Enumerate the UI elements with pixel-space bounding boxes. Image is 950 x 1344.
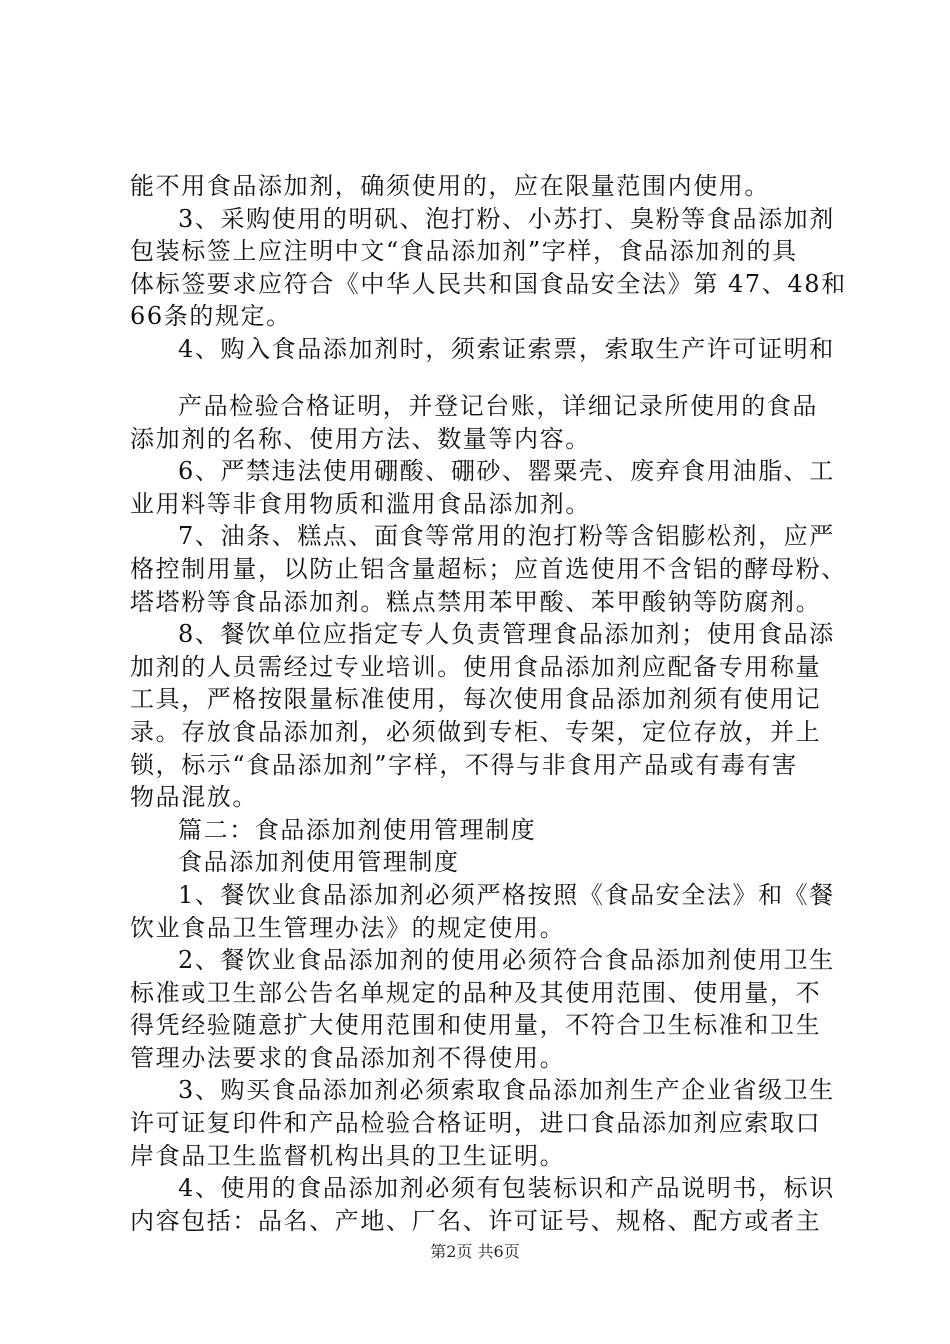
text-line: 1、餐饮业食品添加剂必须严格按照《食品安全法》和《餐	[178, 880, 835, 909]
text-line: 锁，标示“食品添加剂”字样，不得与非食用产品或有毒有害	[130, 750, 798, 779]
text-line: 管理办法要求的食品添加剂不得使用。	[130, 1043, 566, 1072]
text-line: 得凭经验随意扩大使用范围和使用量，不符合卫生标准和卫生	[130, 1011, 822, 1040]
text-line: 包装标签上应注明中文“食品添加剂”字样，食品添加剂的具	[130, 237, 798, 266]
text-line: 3、采购使用的明矾、泡打粉、小苏打、臭粉等食品添加剂	[178, 204, 835, 233]
text-line: 3、购买食品添加剂必须索取食品添加剂生产企业省级卫生	[178, 1076, 835, 1105]
text-line: 7、油条、糕点、面食等常用的泡打粉等含铝膨松剂，应严	[178, 522, 835, 551]
text-line: 体标签要求应符合《中华人民共和国食品安全法》第 47、48和	[130, 269, 847, 298]
text-line: 工具，严格按限量标准使用，每次使用食品添加剂须有使用记	[130, 685, 822, 714]
text-block-top	[130, 170, 847, 366]
text-line: 加剂的人员需经过专业培训。使用食品添加剂应配备专用称量	[130, 652, 822, 681]
page-number-footer: 第2页 共6页	[430, 1242, 520, 1261]
section-heading: 篇二：食品添加剂使用管理制度	[178, 815, 537, 844]
text-line: 添加剂的名称、使用方法、数量等内容。	[130, 424, 591, 453]
text-line: 内容包括：品名、产地、厂名、许可证号、规格、配方或者主	[130, 1206, 822, 1235]
text-line: 业用料等非食用物质和滥用食品添加剂。	[130, 489, 591, 518]
document-title: 食品添加剂使用管理制度	[178, 848, 460, 877]
text-line: 许可证复印件和产品检验合格证明，进口食品添加剂应索取口	[130, 1109, 822, 1138]
text-line: 标准或卫生部公告名单规定的品种及其使用范围、使用量，不	[130, 978, 822, 1007]
text-line: 塔塔粉等食品添加剂。糕点禁用苯甲酸、苯甲酸钠等防腐剂。	[130, 587, 822, 616]
text-line: 录。存放食品添加剂，必须做到专柜、专架，定位存放，并上	[130, 717, 822, 746]
text-line: 产品检验合格证明，并登记台账，详细记录所使用的食品	[178, 392, 818, 420]
text-line: 8、餐饮单位应指定专人负责管理食品添加剂；使用食品添	[178, 620, 835, 649]
text-line: 66条的规定。	[130, 302, 292, 331]
text-line: 能不用食品添加剂，确须使用的，应在限量范围内使用。	[130, 172, 770, 200]
text-line: 4、使用的食品添加剂必须有包装标识和产品说明书，标识	[178, 1174, 835, 1203]
text-line: 岸食品卫生监督机构出具的卫生证明。	[130, 1141, 566, 1170]
text-line: 饮业食品卫生管理办法》的规定使用。	[130, 913, 566, 942]
text-block-main	[130, 390, 847, 1237]
text-line: 物品混放。	[130, 783, 258, 812]
text-line: 6、严禁违法使用硼酸、硼砂、罂粟壳、废弃食用油脂、工	[178, 457, 835, 486]
text-line: 4、购入食品添加剂时，须索证索票，索取生产许可证明和	[178, 334, 835, 363]
text-line: 格控制用量，以防止铝含量超标；应首选使用不含铝的酵母粉、	[130, 554, 847, 583]
text-line: 2、餐饮业食品添加剂的使用必须符合食品添加剂使用卫生	[178, 946, 835, 975]
